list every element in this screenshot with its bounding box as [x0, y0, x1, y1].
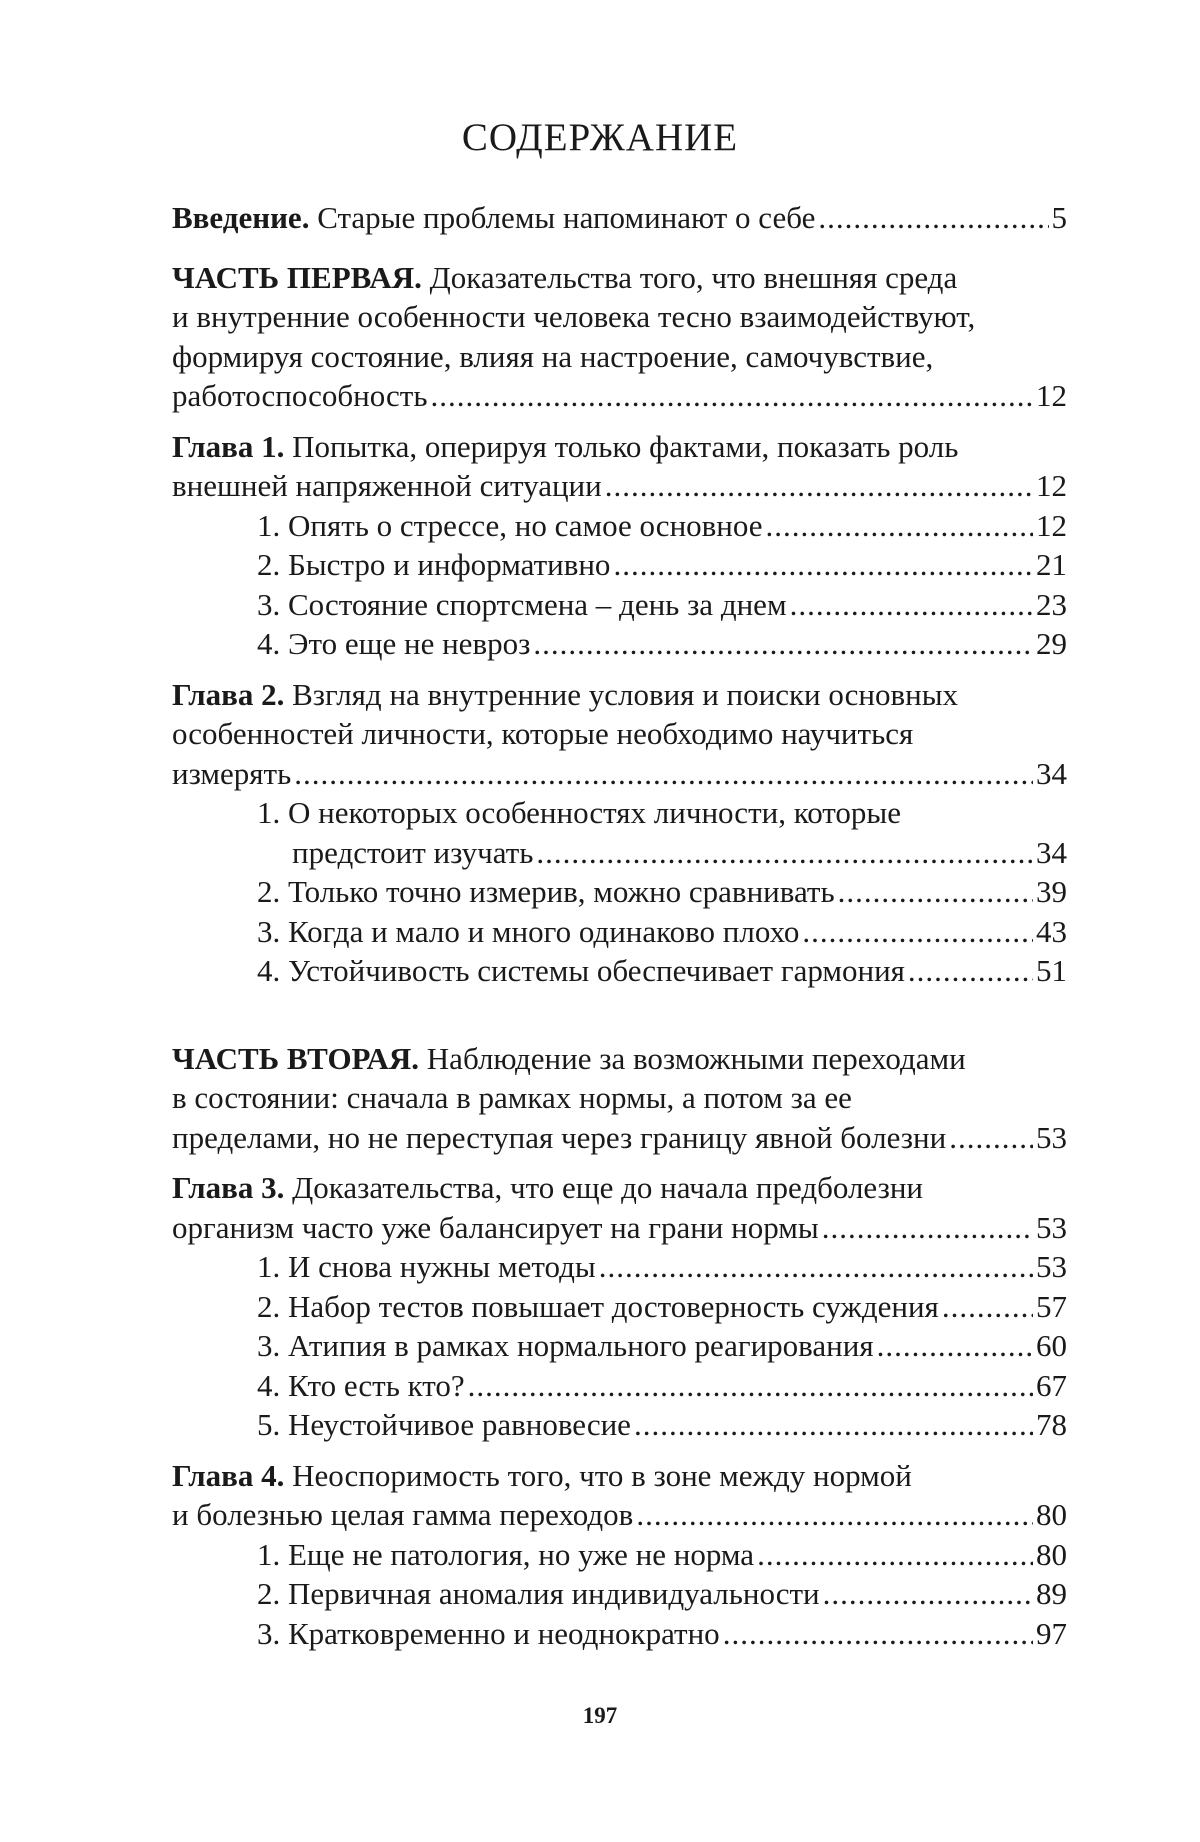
part2-label: ЧАСТЬ ВТОРАЯ. [172, 1040, 420, 1076]
part1-line1: Доказательства того, что внешняя среда [421, 259, 958, 295]
part2-line2: в состоянии: сначала в рамках нормы, а потом за ее [172, 1080, 852, 1115]
leader-dots [877, 1330, 1033, 1361]
toc-section[interactable] [172, 506, 1067, 546]
ch4-line1: Неоспоримость того, что в зоне между нормой [284, 1457, 912, 1493]
ch1-line1: Попытка, оперируя только фактами, показать роль [284, 428, 959, 464]
ch2-line1: Взгляд на внутренние условия и поиски основных [284, 676, 959, 712]
leader-dots [431, 380, 1034, 411]
section-title: 3. Атипия в рамках нормального реагирования [257, 1328, 874, 1363]
section-title: 4. Устойчивость системы обеспечивает гармония [257, 953, 905, 988]
section-title: 1. Еще не патология, но уже не норма [257, 1536, 755, 1572]
page-ref: 34 [1036, 755, 1067, 791]
ch3-last-line [172, 1208, 1067, 1248]
leader-dots [723, 1618, 1033, 1649]
chapter-heading-line [172, 675, 1067, 715]
section-title-line2: предстоит изучать [292, 834, 534, 870]
page-ref: 43 [1036, 913, 1067, 949]
page-ref: 80 [1036, 1536, 1067, 1572]
leader-dots [605, 470, 1033, 501]
section-title: 3. Состояние спортсмена – день за днем [257, 586, 787, 622]
page-number: 197 [582, 1703, 618, 1728]
chapter-heading-line [172, 427, 1067, 467]
part1-line4: работоспособность [172, 378, 428, 413]
part-heading-line [172, 1039, 1067, 1079]
section-title: 1. Опять о стрессе, но самое основное [257, 507, 763, 543]
toc-section[interactable] [172, 1574, 1067, 1614]
ch1-line2: внешней напряженной ситуации [172, 468, 602, 503]
leader-dots [468, 1370, 1033, 1401]
ch3-label: Глава 3. [172, 1170, 285, 1205]
leader-dots [942, 1291, 1033, 1322]
toc-section[interactable] [172, 951, 1067, 991]
ch4-label: Глава 4. [172, 1457, 285, 1493]
toc-section[interactable] [172, 793, 1067, 872]
leader-dots [818, 202, 1048, 233]
ch2-line3: измерять [172, 755, 292, 791]
page-ref: 21 [1036, 547, 1067, 582]
page-ref: 53 [1036, 1119, 1067, 1155]
table-of-contents [172, 198, 1067, 1653]
toc-part-2[interactable] [172, 1039, 1067, 1158]
section-title: 2. Первичная аномалия индивидуальности [257, 1576, 820, 1611]
leader-dots [599, 1251, 1033, 1282]
intro-text: Старые проблемы напоминают о себе [309, 200, 816, 235]
leader-dots [636, 1499, 1033, 1530]
ch1-last-line [172, 466, 1067, 506]
part-heading-line [172, 258, 1067, 298]
page-ref: 97 [1036, 1615, 1067, 1651]
toc-entry-intro[interactable] [172, 198, 1067, 238]
page-ref: 51 [1036, 953, 1067, 988]
page-ref: 5 [1051, 200, 1067, 235]
ch2-label: Глава 2. [172, 676, 285, 712]
section-title: 2. Быстро и информативно [257, 547, 611, 582]
ch3-line2: организм часто уже балансирует на грани нормы [172, 1209, 819, 1245]
toc-section[interactable] [172, 624, 1067, 664]
toc-chapter-4[interactable] [172, 1456, 1067, 1535]
leader-dots [822, 1212, 1033, 1243]
part2-line3: пределами, но не переступая через границу явной болезни [172, 1119, 947, 1155]
section-title: 4. Кто есть кто? [257, 1367, 465, 1403]
toc-section[interactable] [172, 545, 1067, 585]
leader-dots [613, 549, 1033, 580]
page-title: СОДЕРЖАНИЕ [461, 116, 739, 159]
toc-section[interactable] [172, 1326, 1067, 1366]
leader-dots [757, 1539, 1033, 1570]
page-ref: 53 [1036, 1209, 1067, 1245]
leader-dots [533, 628, 1033, 659]
section-title-line1: 1. О некоторых особенностях личности, которые [257, 795, 902, 830]
section-title: 3. Когда и мало и много одинаково плохо [257, 913, 800, 949]
page-ref: 67 [1036, 1367, 1067, 1403]
leader-dots [294, 758, 1033, 789]
part2-last-line [172, 1118, 1067, 1158]
leader-dots [823, 1578, 1033, 1609]
toc-section[interactable] [172, 872, 1067, 912]
page-ref: 60 [1036, 1328, 1067, 1363]
leader-dots [949, 1122, 1033, 1153]
leader-dots [908, 955, 1033, 986]
toc-section[interactable] [172, 1535, 1067, 1575]
toc-section[interactable] [172, 1366, 1067, 1406]
leader-dots [802, 916, 1033, 947]
toc-intro [172, 198, 1067, 238]
toc-section[interactable] [172, 1614, 1067, 1654]
toc-section[interactable] [172, 585, 1067, 625]
page-ref: 12 [1036, 378, 1067, 413]
ch4-last-line [172, 1495, 1067, 1535]
section-title: 2. Набор тестов повышает достоверность суждения [257, 1288, 939, 1324]
page-ref: 23 [1036, 586, 1067, 622]
toc-chapter-3[interactable] [172, 1168, 1067, 1247]
section-title: 5. Неустойчивое равновесие [257, 1407, 631, 1442]
ch2-line2: особенностей личности, которые необходимо научиться [172, 716, 914, 751]
chapter-heading-line [172, 1456, 1067, 1496]
ch3-line1: Доказательства, что еще до начала предболезни [284, 1170, 923, 1205]
ch4-line2: и болезнью целая гамма переходов [172, 1497, 634, 1532]
ch1-label: Глава 1. [172, 428, 285, 464]
toc-chapter-1[interactable] [172, 427, 1067, 506]
page-ref: 34 [1036, 834, 1067, 870]
toc-section[interactable] [172, 1405, 1067, 1445]
page-ref: 39 [1036, 874, 1067, 909]
section-title: 3. Кратковременно и неоднократно [257, 1615, 720, 1651]
part1-label: ЧАСТЬ ПЕРВАЯ. [172, 259, 422, 295]
leader-dots [536, 837, 1033, 868]
leader-dots [838, 876, 1033, 907]
toc-section[interactable] [172, 912, 1067, 952]
part1-line2: и внутренние особенности человека тесно взаимодействуют, [172, 299, 976, 334]
page-ref: 89 [1036, 1576, 1067, 1611]
page-ref: 53 [1036, 1249, 1067, 1284]
chapter-heading-line [172, 1168, 1067, 1208]
ch2-last-line [172, 754, 1067, 794]
leader-dots [790, 589, 1033, 620]
part1-last-line [172, 376, 1067, 416]
toc-part-1[interactable] [172, 258, 1067, 416]
part2-line1: Наблюдение за возможными переходами [419, 1040, 966, 1076]
section-title: 4. Это еще не невроз [257, 626, 531, 661]
section-title: 1. И снова нужны методы [257, 1249, 596, 1284]
section-title: 2. Только точно измерив, можно сравнивать [257, 874, 835, 909]
page-ref: 12 [1036, 507, 1067, 543]
toc-chapter-2[interactable] [172, 675, 1067, 794]
section-title-last-line [172, 833, 1067, 873]
part1-line3: формируя состояние, влияя на настроение, самочувствие, [172, 338, 934, 374]
toc-section[interactable] [172, 1287, 1067, 1327]
page-ref: 12 [1036, 468, 1067, 503]
page-ref: 80 [1036, 1497, 1067, 1532]
leader-dots [634, 1409, 1033, 1440]
leader-dots [766, 510, 1033, 541]
intro-label: Введение. [172, 200, 310, 235]
page-ref: 78 [1036, 1407, 1067, 1442]
page-ref: 29 [1036, 626, 1067, 661]
page-ref: 57 [1036, 1288, 1067, 1324]
toc-section[interactable] [172, 1247, 1067, 1287]
